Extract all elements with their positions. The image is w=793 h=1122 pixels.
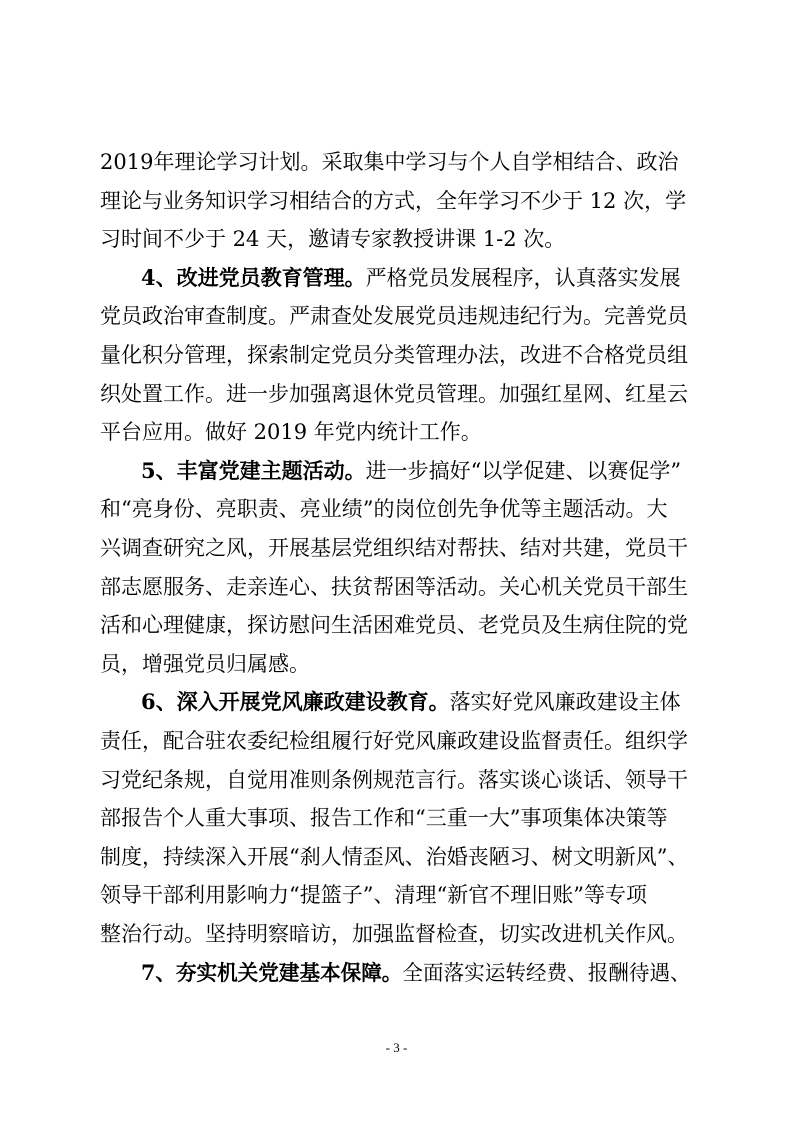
line-text: 落实好党风廉政建设主体 xyxy=(449,690,681,715)
text-line xyxy=(100,296,688,336)
text-line xyxy=(100,489,667,529)
text-line xyxy=(100,142,678,182)
line-text: 兴调查研究之风，开展基层党组织结对帮扶、结对共建，党员干 xyxy=(100,536,688,560)
line-text: 党员政治审查制度。严肃查处发展党员违规违纪行为。完善党员 xyxy=(100,304,688,329)
text-line xyxy=(141,953,691,993)
text-line xyxy=(141,258,681,298)
text-line xyxy=(100,335,688,375)
line-text: 部报告个人重大事项、报告工作和“三重一大”事项集体决策等 xyxy=(100,806,668,831)
line-text: 领导干部利用影响力“提篮子”、清理“新官不理旧账”等专项 xyxy=(100,883,647,908)
line-text: 织处置工作。进一步加强离退休党员管理。加强红星网、红星云 xyxy=(100,381,688,406)
line-text: 员，增强党员归属感。 xyxy=(100,651,310,676)
text-line xyxy=(100,914,688,954)
text-line xyxy=(141,682,681,722)
line-text: 制度，持续深入开展“刹人情歪风、治婚丧陋习、树文明新风”、 xyxy=(100,844,689,869)
text-line xyxy=(100,644,310,684)
line-text: 部志愿服务、走亲连心、扶贫帮困等活动。关心机关党员干部生 xyxy=(100,574,688,599)
line-text: 活和心理健康，探访慰问生活困难党员、老党员及生病住院的党 xyxy=(100,613,688,638)
text-line xyxy=(100,567,688,607)
text-line xyxy=(141,451,681,491)
text-line xyxy=(100,528,688,568)
section-heading: 4、改进党员教育管理。 xyxy=(141,264,366,290)
line-text: 和“亮身份、亮职责、亮业绩”的岗位创先争优等主题活动。大 xyxy=(100,497,668,522)
line-text: 习时间不少于 24 天，邀请专家教授讲课 1-2 次。 xyxy=(100,227,566,252)
text-line xyxy=(100,181,686,221)
line-text: 习党纪条规，自觉用准则条例规范言行。落实谈心谈话、领导干 xyxy=(100,767,688,792)
text-line xyxy=(100,798,667,838)
text-line xyxy=(100,374,688,414)
line-text: 全面落实运转经费、报酬待遇、 xyxy=(402,960,691,985)
line-text: 进一步搞好“以学促建、以赛促学” xyxy=(365,458,682,483)
text-line xyxy=(100,721,688,761)
line-text: 2019年理论学习计划。采取集中学习与个人自学相结合、政治 xyxy=(100,150,679,174)
section-heading: 7、夯实机关党建基本保障。 xyxy=(141,959,403,985)
text-line xyxy=(100,605,688,645)
page-number: - 3 - xyxy=(385,1040,408,1055)
line-text: 平台应用。做好 2019 年党内统计工作。 xyxy=(100,420,482,445)
text-line xyxy=(100,875,647,915)
text-line xyxy=(100,837,688,877)
text-line xyxy=(100,412,482,452)
text-line xyxy=(100,219,565,259)
line-text: 责任，配合驻农委纪检组履行好党风廉政建设监督责任。组织学 xyxy=(100,729,688,753)
line-text: 严格党员发展程序，认真落实发展 xyxy=(365,265,681,290)
line-text: 整治行动。坚持明察暗访，加强监督检查，切实改进机关作风。 xyxy=(100,922,688,946)
section-heading: 5、丰富党建主题活动。 xyxy=(141,457,366,483)
text-line xyxy=(100,760,688,800)
line-text: 量化积分管理，探索制定党员分类管理办法，改进不合格党员组 xyxy=(100,343,688,367)
section-heading: 6、深入开展党风廉政建设教育。 xyxy=(141,689,450,715)
line-text: 理论与业务知识学习相结合的方式，全年学习不少于 12 次，学 xyxy=(100,188,687,213)
